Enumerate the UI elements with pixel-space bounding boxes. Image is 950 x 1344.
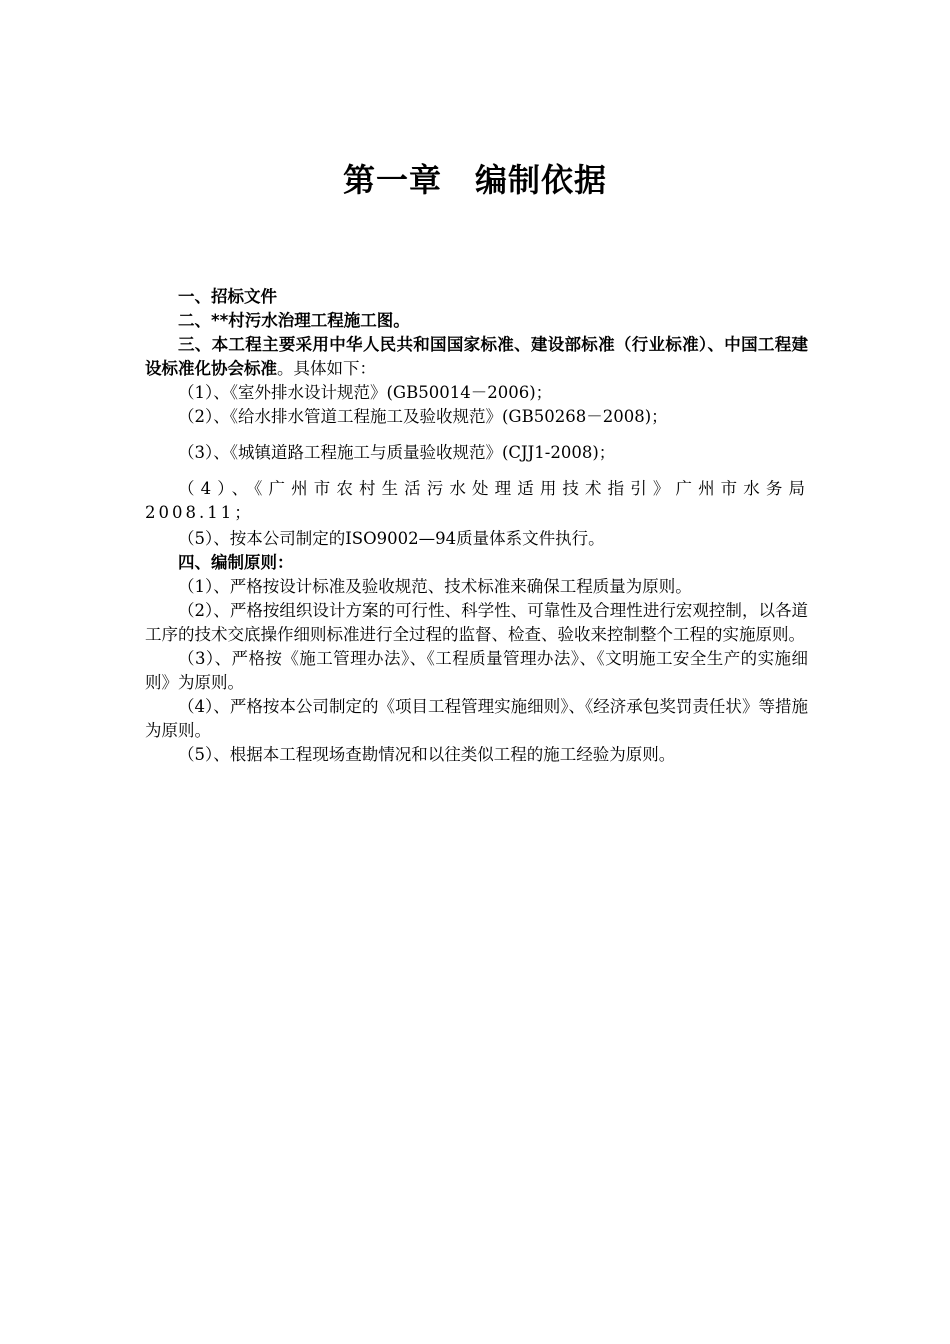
paragraph-principle-5: （5）、根据本工程现场查勘情况和以往类似工程的施工经验为原则。 xyxy=(178,745,676,764)
standards-intro-bold: 三、本工程主要采用中华人民共和国国家标准、建设部标准（行业标准）、中国工程建设标准化协会标准 xyxy=(145,335,808,378)
paragraph-principle-1: （1）、严格按设计标准及验收规范、技术标准来确保工程质量为原则。 xyxy=(178,577,692,596)
chapter-title: 第一章 编制依据 xyxy=(342,161,607,199)
paragraph-principles-heading: 四、编制原则： xyxy=(178,553,294,572)
paragraph-standard-5: （5）、按本公司制定的ISO9002—94质量体系文件执行。 xyxy=(178,529,605,548)
paragraph-principle-3: （3）、严格按《施工管理办法》、《工程质量管理办法》、《文明施工安全生产的实施细则》为原则。 xyxy=(145,649,808,692)
paragraph-principle-4: （4）、严格按本公司制定的《项目工程管理实施细则》、《经济承包奖罚责任状》等措施为原则。 xyxy=(145,697,808,740)
standards-intro-rest: 。具体如下： xyxy=(277,359,376,378)
paragraph-standards-intro xyxy=(145,333,808,381)
paragraph-construction-drawings: 二、**村污水治理工程施工图。 xyxy=(178,311,410,330)
document-body xyxy=(145,285,808,767)
paragraph-standard-4: （4）、《广州市农村生活污水处理适用技术指引》广州市水务局2008.11； xyxy=(145,479,808,522)
paragraph-standard-1: （1）、《室外排水设计规范》(GB50014－2006)； xyxy=(178,383,553,402)
paragraph-bidding-documents: 一、招标文件 xyxy=(178,287,277,306)
paragraph-standard-3: （3）、《城镇道路工程施工与质量验收规范》(CJJ1-2008)； xyxy=(178,443,616,462)
paragraph-standard-2: （2）、《给水排水管道工程施工及验收规范》(GB50268－2008)； xyxy=(178,407,668,426)
paragraph-principle-2: （2）、严格按组织设计方案的可行性、科学性、可靠性及合理性进行宏观控制，以各道工序的技术交底操作细则标准进行全过程的监督、检查、验收来控制整个工程的实施原则。 xyxy=(145,601,808,644)
